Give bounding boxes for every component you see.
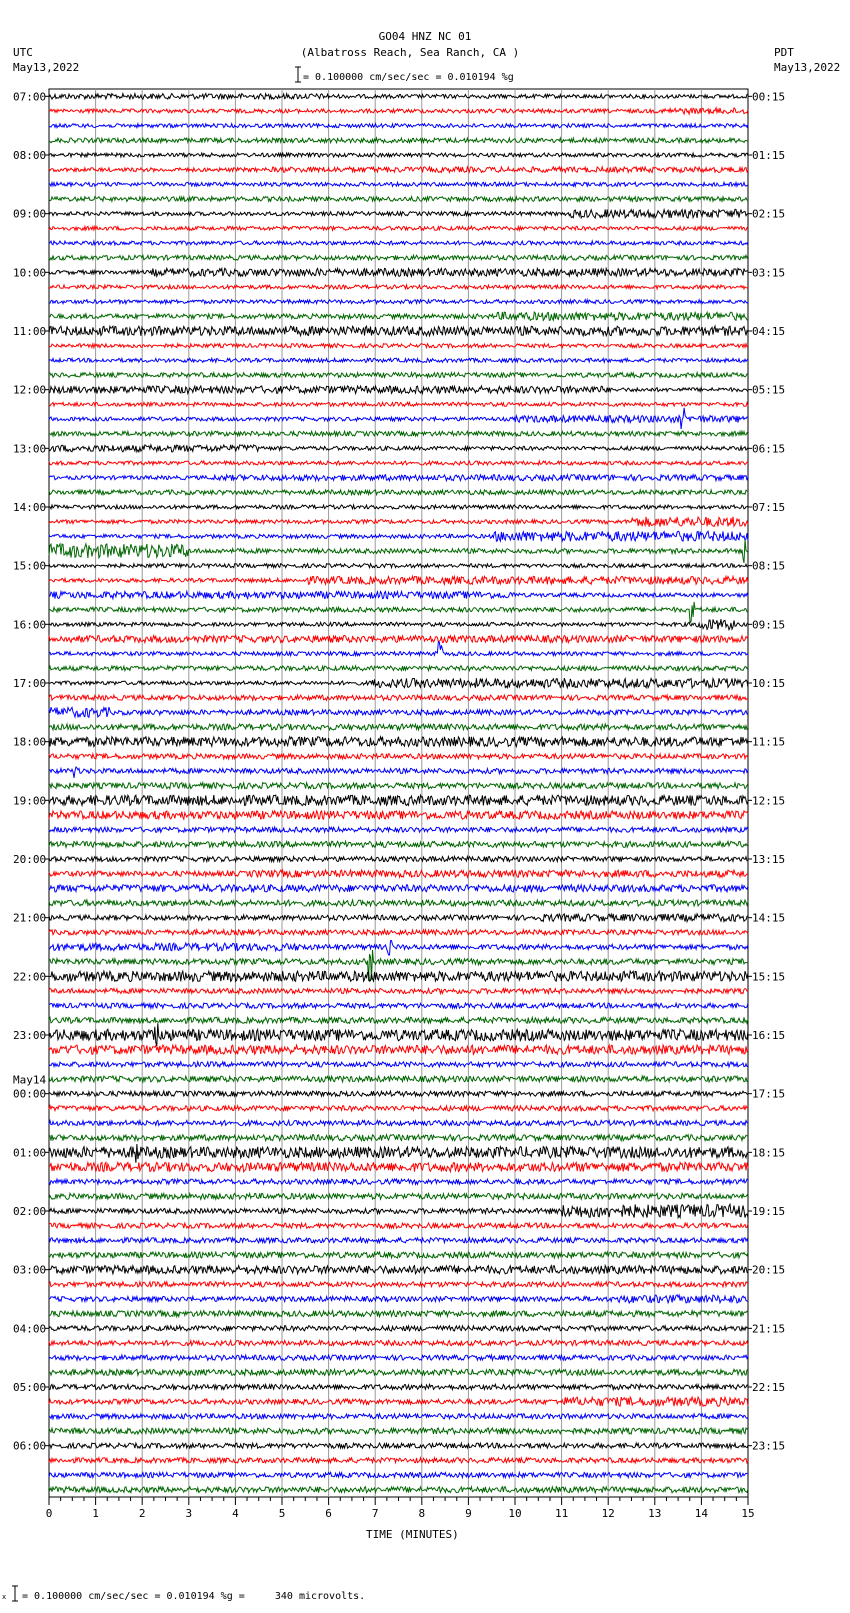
trace-line <box>49 795 748 805</box>
trace-line <box>49 1266 748 1274</box>
trace-line <box>49 138 748 143</box>
right-timezone-label: PDT <box>774 46 794 59</box>
left-timezone-label: UTC <box>13 46 33 59</box>
trace-line <box>49 1458 748 1463</box>
trace-line <box>49 285 748 289</box>
trace-line <box>49 358 748 362</box>
left-hour-label: 20:00 <box>13 853 47 866</box>
trace-line <box>49 312 748 321</box>
trace-line <box>49 1120 748 1125</box>
x-tick-label: 12 <box>601 1507 615 1520</box>
left-hour-label: 13:00 <box>13 442 47 456</box>
left-date-label: May13,2022 <box>13 61 80 74</box>
trace-line <box>49 431 748 436</box>
trace-line <box>49 941 748 955</box>
left-hour-label: 17:00 <box>13 677 47 690</box>
trace-line <box>49 827 748 832</box>
trace-line <box>49 695 748 700</box>
trace-line <box>49 540 748 563</box>
trace-line <box>49 1384 748 1389</box>
x-tick-label: 7 <box>371 1507 379 1520</box>
trace-line <box>49 576 748 584</box>
trace-line <box>49 108 748 114</box>
x-tick-label: 11 <box>554 1507 569 1520</box>
left-hour-label: 12:00 <box>13 383 47 397</box>
trace-line <box>49 737 748 747</box>
x-tick-label: 5 <box>278 1507 286 1520</box>
trace-line <box>49 531 748 541</box>
trace-line <box>49 1204 748 1217</box>
trace-line <box>49 1472 748 1477</box>
right-hour-label: 14:15 <box>752 911 786 925</box>
trace-line <box>49 167 748 173</box>
left-hour-label: 03:00 <box>13 1263 47 1277</box>
right-hour-label: 20:15 <box>752 1263 786 1277</box>
right-hour-label: 08:15 <box>752 559 786 573</box>
trace-line <box>49 1144 748 1163</box>
trace-line <box>49 1023 748 1046</box>
x-tick-label: 3 <box>185 1507 193 1520</box>
trace-line <box>49 255 748 260</box>
footer-scale-bar-icon <box>2 1585 20 1602</box>
trace-line <box>49 602 748 623</box>
trace-line <box>49 1193 748 1199</box>
left-hour-label: 04:00 <box>13 1322 47 1336</box>
trace-line <box>49 1252 748 1258</box>
scale-text: = 0.100000 cm/sec/sec = 0.010194 %g <box>303 72 514 83</box>
trace-line <box>49 1238 748 1243</box>
trace-line <box>49 124 748 128</box>
left-hour-label: 06:00 <box>13 1439 47 1453</box>
right-hour-label: 15:15 <box>752 970 786 984</box>
x-tick-label: 15 <box>741 1507 755 1520</box>
trace-line <box>49 268 748 276</box>
right-hour-label: 04:15 <box>752 325 786 338</box>
trace-line <box>49 1397 748 1406</box>
trace-line <box>49 811 748 819</box>
right-hour-label: 02:15 <box>752 207 786 221</box>
trace-line <box>49 971 748 981</box>
x-tick-label: 14 <box>694 1507 709 1520</box>
trace-line <box>49 1223 748 1228</box>
trace-line <box>49 402 748 406</box>
trace-line <box>49 373 748 378</box>
trace-line <box>49 1045 748 1054</box>
right-hour-label: 09:15 <box>752 618 786 632</box>
trace-line <box>49 1062 748 1067</box>
trace-line <box>49 1369 748 1375</box>
trace-line <box>49 885 748 892</box>
trace-line <box>49 707 748 717</box>
trace-line <box>49 475 748 481</box>
left-hour-label: 23:00 <box>13 1029 47 1042</box>
trace-line <box>49 619 748 630</box>
right-hour-label: 05:15 <box>752 383 786 397</box>
left-hour-label: 15:00 <box>13 559 47 573</box>
left-hour-label: 21:00 <box>13 911 47 925</box>
left-hour-label: 08:00 <box>13 149 47 162</box>
left-hour-label: 10:00 <box>13 266 47 280</box>
right-hour-label: 00:15 <box>752 90 786 104</box>
trace-line <box>49 678 748 688</box>
trace-line <box>49 754 748 759</box>
trace-line <box>49 445 748 452</box>
trace-line <box>49 490 748 495</box>
trace-line <box>49 344 748 348</box>
right-date-label: May13,2022 <box>774 61 841 74</box>
left-hour-label: 01:00 <box>13 1146 47 1160</box>
trace-line <box>49 1295 748 1303</box>
trace-line <box>49 461 748 465</box>
trace-line <box>49 870 748 877</box>
trace-line <box>49 94 748 100</box>
x-tick-label: 10 <box>508 1507 522 1520</box>
right-hour-label: 10:15 <box>752 677 786 690</box>
left-hour-label: 05:00 <box>13 1381 47 1394</box>
trace-line <box>49 635 748 642</box>
trace-line <box>49 988 748 993</box>
trace-line <box>49 1162 748 1171</box>
left-hour-label: 07:00 <box>13 90 47 104</box>
left-hour-label: 11:00 <box>13 325 47 338</box>
left-hour-label: 02:00 <box>13 1205 47 1218</box>
left-hour-label: 16:00 <box>13 618 47 632</box>
trace-line <box>49 914 748 922</box>
left-hour-label: 14:00 <box>13 501 47 514</box>
trace-line <box>49 1340 748 1345</box>
x-tick-label: 9 <box>465 1507 472 1520</box>
trace-line <box>49 783 748 789</box>
right-hour-label: 21:15 <box>752 1322 786 1336</box>
right-hour-label: 12:15 <box>752 794 786 808</box>
trace-line <box>49 408 748 429</box>
right-hour-label: 06:15 <box>752 442 786 456</box>
trace-line <box>49 1135 748 1141</box>
trace-line <box>49 386 748 394</box>
trace-line <box>49 326 748 336</box>
trace-line <box>49 642 748 656</box>
right-hour-label: 23:15 <box>752 1439 786 1453</box>
x-tick-label: 4 <box>232 1507 239 1520</box>
right-hour-label: 13:15 <box>752 853 786 866</box>
chart-subtitle: (Albatross Reach, Sea Ranch, CA ) <box>300 46 520 59</box>
trace-line <box>49 226 748 230</box>
trace-line <box>49 505 748 509</box>
trace-line <box>49 1311 748 1317</box>
right-hour-label: 17:15 <box>752 1087 786 1101</box>
trace-line <box>49 153 748 157</box>
trace-line <box>49 1179 748 1184</box>
trace-line <box>49 300 748 304</box>
trace-line <box>49 856 748 861</box>
footer-scale-text: = 0.100000 cm/sec/sec = 0.010194 %g = 340 microvolts. <box>22 1591 366 1602</box>
trace-line <box>49 767 748 778</box>
trace-line <box>49 666 748 671</box>
right-hour-label: 07:15 <box>752 501 786 514</box>
right-hour-label: 18:15 <box>752 1146 786 1160</box>
chart-title: GO04 HNZ NC 01 <box>378 30 472 43</box>
trace-line <box>49 564 748 568</box>
trace-line <box>49 1282 748 1287</box>
trace-line <box>49 241 748 245</box>
left-hour-label: 19:00 <box>13 794 47 808</box>
trace-line <box>49 930 748 935</box>
trace-line <box>49 1443 748 1448</box>
x-axis-label: TIME (MINUTES) <box>366 1528 459 1541</box>
trace-line <box>49 1091 748 1096</box>
trace-line <box>49 182 748 186</box>
trace-line <box>49 197 748 202</box>
right-hour-label: 19:15 <box>752 1205 786 1218</box>
trace-line <box>49 1003 748 1008</box>
x-tick-label: 2 <box>138 1507 146 1520</box>
left-hour-label: 09:00 <box>13 207 47 221</box>
right-hour-label: 16:15 <box>752 1029 786 1042</box>
trace-line <box>49 1106 748 1111</box>
scale-bar-icon <box>294 66 302 83</box>
trace-line <box>49 591 748 598</box>
right-hour-label: 11:15 <box>752 735 786 749</box>
trace-line <box>49 209 748 218</box>
date-change-label: May14 <box>13 1073 47 1087</box>
trace-line <box>49 841 748 847</box>
svg-text:x: x <box>2 1593 7 1601</box>
trace-line <box>49 1487 748 1493</box>
right-hour-label: 01:15 <box>752 149 786 162</box>
right-hour-label: 22:15 <box>752 1381 786 1394</box>
trace-line <box>49 1355 748 1360</box>
x-tick-label: 13 <box>648 1507 662 1520</box>
right-hour-label: 03:15 <box>752 266 786 280</box>
trace-line <box>49 724 748 730</box>
trace-line <box>49 517 748 527</box>
trace-line <box>49 1428 748 1434</box>
left-hour-label: 18:00 <box>13 735 47 749</box>
x-tick-label: 8 <box>418 1507 426 1520</box>
x-tick-label: 6 <box>325 1507 332 1520</box>
trace-line <box>49 1076 748 1082</box>
trace-line <box>49 900 748 906</box>
left-hour-label: 00:00 <box>13 1087 47 1101</box>
trace-line <box>49 1326 748 1331</box>
x-tick-label: 0 <box>45 1507 53 1520</box>
trace-line <box>49 1017 748 1023</box>
trace-line <box>49 1414 748 1419</box>
x-tick-label: 1 <box>92 1507 99 1520</box>
left-hour-label: 22:00 <box>13 970 47 984</box>
